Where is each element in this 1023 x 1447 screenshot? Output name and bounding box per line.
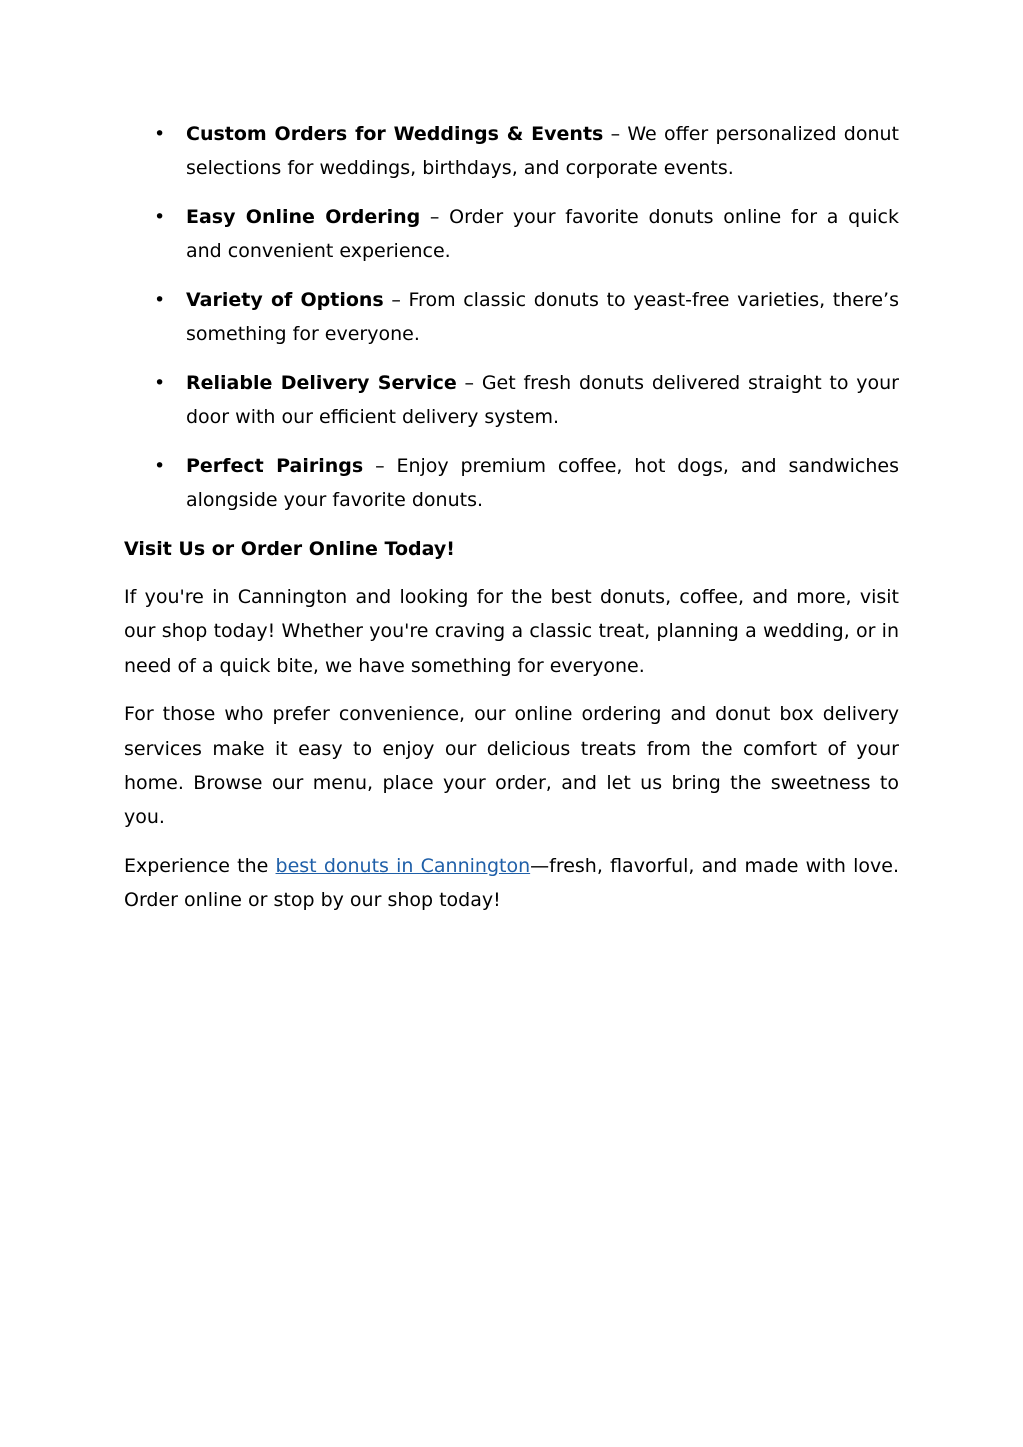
feature-item: [124, 449, 899, 517]
document-page: [124, 117, 899, 932]
feature-term: Variety of Options: [186, 288, 384, 311]
paragraph-experience: [124, 849, 899, 917]
feature-description: – Get fresh donuts delivered straight to your door with our efficient delivery system.: [186, 371, 899, 428]
feature-description: – From classic donuts to yeast-free varieties, there’s something for everyone.: [186, 288, 899, 346]
paragraph-visit: If you're in Cannington and looking for the best donuts, coffee, and more, visit our shop today! Whether you're craving a classic treat, planning a wedding, or in need of a quick bite, we have something for everyone.: [124, 586, 899, 677]
experience-text-before: Experience the: [124, 854, 276, 877]
paragraph-convenience: For those who prefer convenience, our online ordering and donut box delivery services make it easy to enjoy our delicious treats from the comfort of your home. Browse our menu, place your order, and let us bring the sweetness to you.: [124, 703, 899, 828]
feature-term: Easy Online Ordering: [186, 205, 421, 228]
feature-description: – We offer personalized donut selections for weddings, birthdays, and corporate events.: [186, 123, 900, 180]
feature-term: Reliable Delivery Service: [186, 371, 457, 394]
bullet-icon: •: [154, 454, 166, 477]
bullet-icon: •: [154, 288, 166, 311]
section-heading: Visit Us or Order Online Today!: [124, 537, 455, 560]
best-donuts-link[interactable]: best donuts in Cannington: [275, 854, 531, 877]
feature-item: [124, 200, 899, 268]
feature-item: [124, 283, 899, 351]
bullet-icon: •: [154, 123, 166, 145]
feature-description: – Order your favorite donuts online for a quick and convenient experience.: [186, 205, 899, 263]
bullet-icon: •: [154, 371, 166, 394]
feature-list: [124, 117, 899, 517]
feature-term: Perfect Pairings: [186, 454, 364, 477]
experience-text-after: —fresh, flavorful, and made with love. Order online or stop by our shop today!: [124, 854, 900, 911]
feature-item: [124, 117, 899, 185]
bullet-icon: •: [154, 205, 166, 228]
feature-description: – Enjoy premium coffee, hot dogs, and sandwiches alongside your favorite donuts.: [186, 454, 899, 511]
feature-term: Custom Orders for Weddings & Events: [186, 123, 604, 145]
feature-item: [124, 366, 899, 434]
